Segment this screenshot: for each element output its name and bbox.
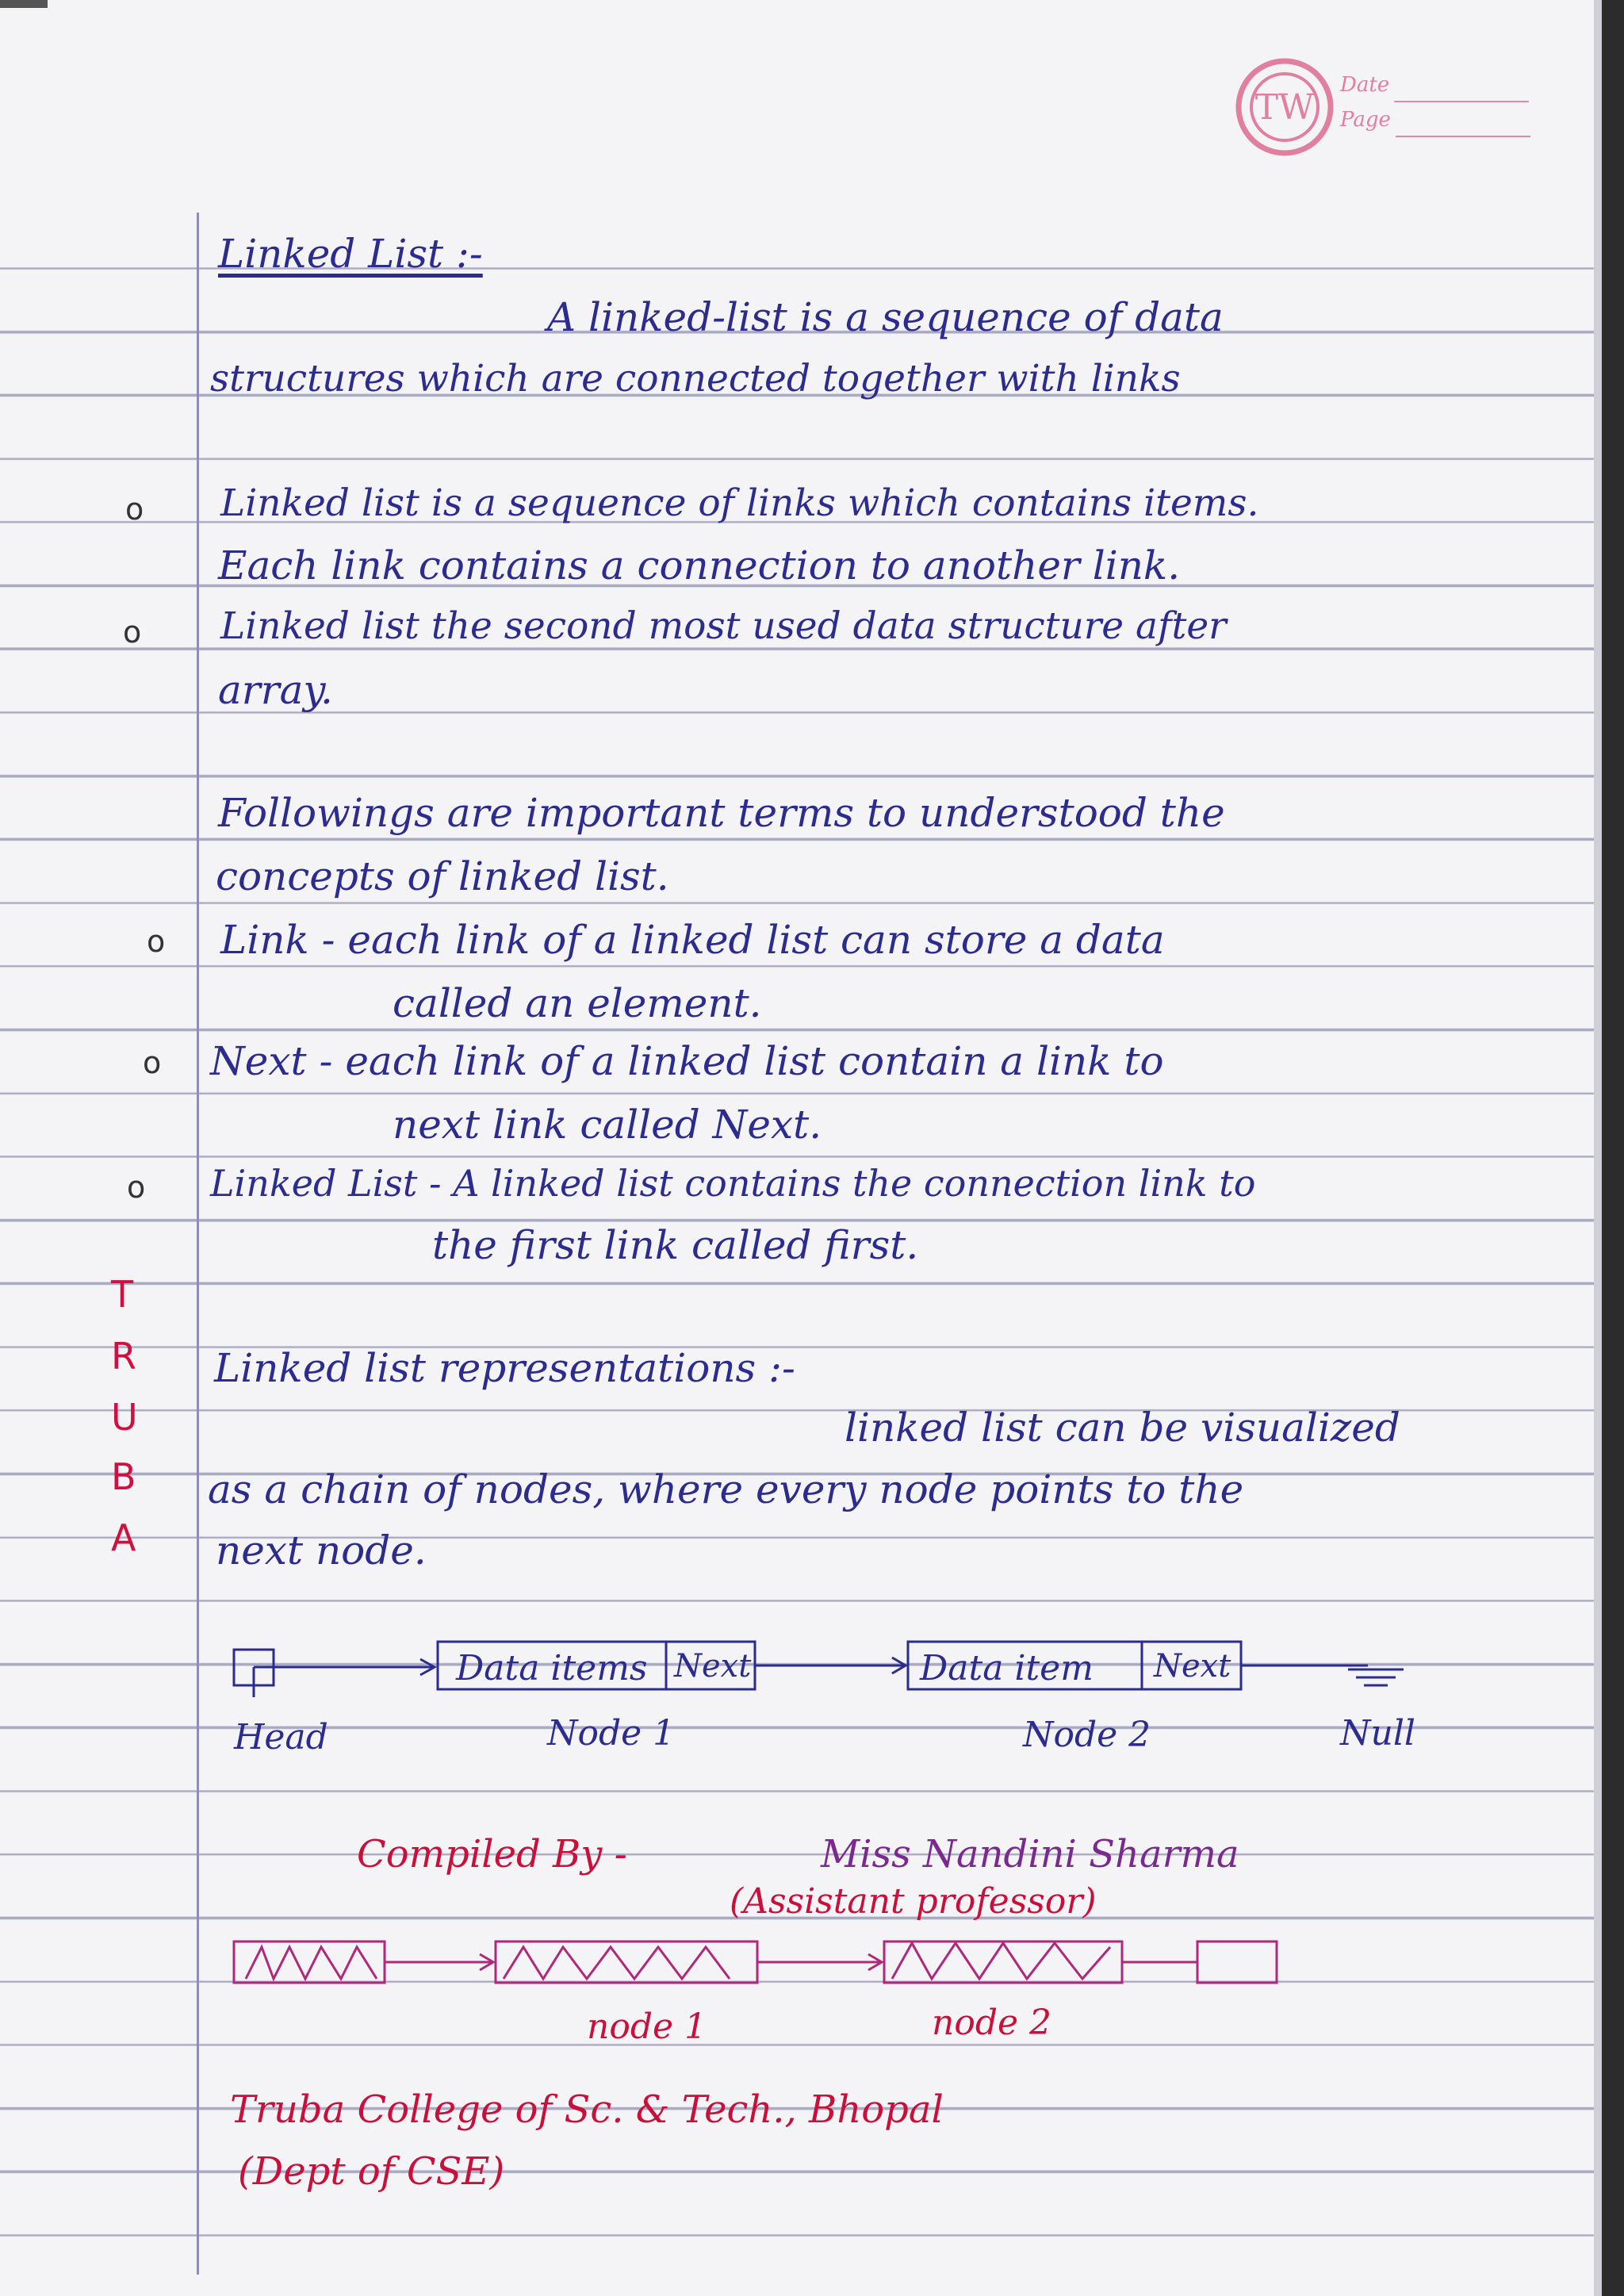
- term-linkedlist-line-1: Linked List - A linked list contains the connection link to: [210, 1162, 1256, 1205]
- point-2-line-1: Linked list the second most used data structure after: [220, 604, 1227, 648]
- department: (Dept of CSE): [238, 2149, 505, 2194]
- representation-line-2: as a chain of nodes, where every node points to the: [208, 1466, 1244, 1512]
- notebook-logo-icon: [1233, 56, 1336, 159]
- head-label: Head: [234, 1717, 328, 1757]
- term-link-line-1: Link - each link of a linked list can store a data: [220, 917, 1165, 963]
- terms-intro-line-1: Followings are important terms to understood the: [218, 790, 1225, 836]
- intro-line-1: A linked-list is a sequence of data: [547, 294, 1224, 340]
- struck-node1-label: node 1: [587, 2007, 707, 2047]
- side-letter: R: [111, 1335, 136, 1378]
- point-1-line-1: Linked list is a sequence of links which contains items.: [220, 481, 1259, 525]
- term-linkedlist-line-2: the first link called first.: [432, 1222, 919, 1268]
- term-next-line-1: Next - each link of a linked list contain a link to: [210, 1038, 1164, 1084]
- page-label: Page: [1340, 108, 1391, 132]
- side-letter: A: [111, 1516, 136, 1559]
- node1-data-label: Data items: [456, 1648, 648, 1688]
- page-title: Linked List :-: [218, 231, 483, 277]
- date-page-box: [1340, 67, 1530, 137]
- side-letter: T: [111, 1273, 134, 1316]
- college-name: Truba College of Sc. & Tech., Bhopal: [230, 2087, 944, 2132]
- struck-out-diagram: [230, 1935, 1285, 1991]
- author-name: Miss Nandini Sharma: [821, 1832, 1239, 1876]
- scan-corner: [0, 0, 48, 8]
- node2-data-label: Data item: [920, 1648, 1094, 1688]
- author-designation: (Assistant professor): [730, 1881, 1097, 1922]
- linked-list-diagram: [222, 1626, 1459, 1697]
- bullet-icon: o: [123, 615, 142, 650]
- scan-border: [1602, 0, 1624, 2296]
- term-next-line-2: next link called Next.: [393, 1102, 822, 1148]
- terms-intro-line-2: concepts of linked list.: [216, 853, 669, 899]
- node2-next-label: Next: [1154, 1648, 1231, 1685]
- point-2-line-2: array.: [218, 667, 333, 713]
- side-letter: B: [111, 1455, 136, 1498]
- page-edge: [1594, 0, 1602, 2296]
- date-label: Date: [1340, 73, 1390, 97]
- bullet-icon: o: [125, 492, 144, 527]
- node1-next-label: Next: [674, 1648, 752, 1685]
- representation-line-3: next node.: [216, 1527, 427, 1573]
- null-label: Null: [1340, 1713, 1415, 1754]
- node1-label: Node 1: [547, 1713, 676, 1754]
- margin-line: [197, 213, 199, 2275]
- logo-letters: TW: [1254, 87, 1315, 128]
- struck-node2-label: node 2: [932, 2003, 1052, 2043]
- representation-heading: Linked list representations :-: [214, 1345, 795, 1391]
- bullet-icon: o: [147, 924, 166, 959]
- side-letter: U: [111, 1396, 138, 1439]
- bullet-icon: o: [127, 1170, 146, 1205]
- bullet-icon: o: [143, 1045, 162, 1080]
- point-1-line-2: Each link contains a connection to another link.: [218, 542, 1181, 588]
- compiled-by-label: Compiled By -: [357, 1832, 627, 1876]
- term-link-line-2: called an element.: [393, 980, 762, 1026]
- intro-line-2: structures which are connected together with links: [210, 357, 1181, 401]
- representation-line-1: linked list can be visualized: [845, 1405, 1400, 1451]
- node2-label: Node 2: [1023, 1715, 1151, 1755]
